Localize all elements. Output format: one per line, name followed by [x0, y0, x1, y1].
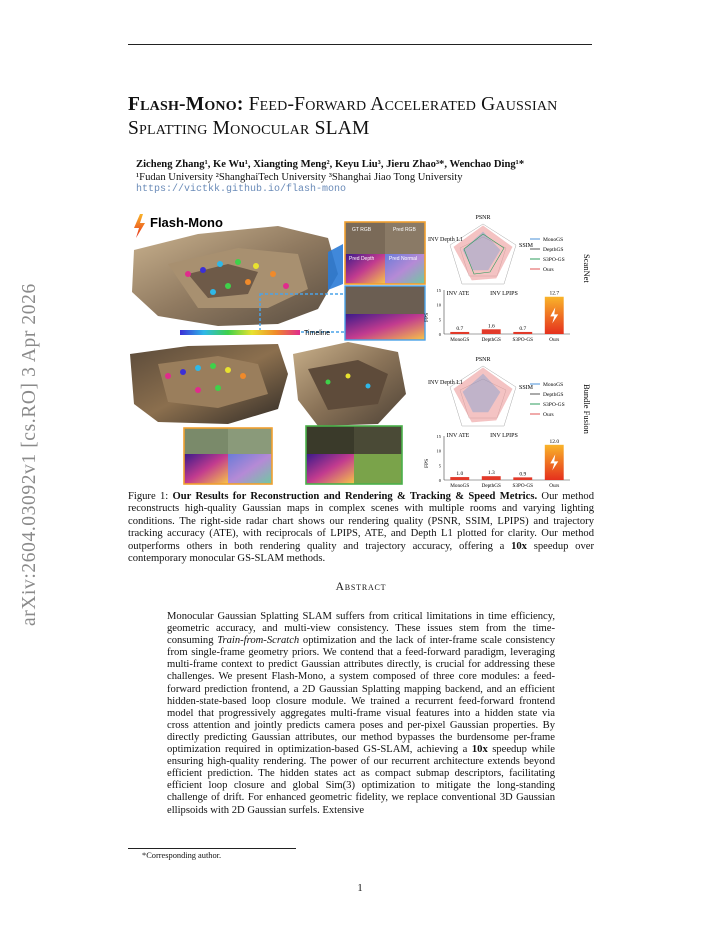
panel-label-pred-depth: Pred Depth	[349, 256, 375, 262]
radar-axis-psnr: PSNR	[475, 215, 491, 221]
fps-bar	[482, 329, 501, 334]
fps-category-label: Ours	[549, 483, 560, 489]
caption-prefix: Figure 1:	[128, 491, 173, 502]
fps-tick-label: 0	[438, 332, 441, 337]
author-names: Zicheng Zhang¹, Ke Wu¹, Xiangting Meng², Keyu Liu³, Jieru Zhao³*, Wenchao Ding¹*	[136, 159, 525, 170]
fps-value-label: 0.9	[519, 471, 527, 478]
caption-body: Our method reconstructs high-quality Gaussian maps in complex scenes with multiple rooms and varying lighting conditions. The right-side radar chart shows our rendering quality (PSNR, SSIM, LPIPS) and trajectory tracking accuracy (ATE), with reciprocals of LPIPS, ATE, and Depth L1 plotted for clarity. Our method outperforms others in both rendering quality and trajectory accuracy, offering a	[128, 491, 594, 552]
fps-bar	[513, 332, 532, 334]
fps-tick-label: 15	[436, 434, 441, 439]
radar-axis-ssim: SSIM	[519, 243, 534, 249]
fps-axis-label: FPS	[424, 458, 430, 468]
figure-1	[128, 204, 598, 490]
reconstruction-scene-bottom-left	[130, 344, 288, 424]
render-panels-bottom	[184, 426, 402, 484]
fps-category-label: S3PO-GS	[512, 483, 533, 489]
brand-name: Flash-Mono	[150, 215, 223, 230]
fps-bar	[450, 477, 469, 480]
abstract-bold: 10x	[471, 744, 488, 756]
reconstruction-scene-bottom-right	[293, 342, 406, 426]
legend-depthgs: DepthGS	[543, 247, 564, 253]
panel-label-gt-rgb: GT RGB	[352, 227, 372, 233]
radar2-axis-ssim: SSIM	[519, 385, 534, 391]
arxiv-identifier: arXiv:2604.03092v1 [cs.RO] 3 Apr 2026	[19, 283, 40, 626]
title-bold-part: Flash-Mono:	[128, 94, 244, 115]
timeline-gradient	[180, 330, 300, 335]
flash-icon	[134, 214, 145, 238]
abstract-part-3: speedup while ensuring high-quality rendering. The power of our recurrent architecture extends beyond efficient prediction. The hidden states act as compact submap descriptors, facilitating efficient loop closure and global Sim(3) optimization to mitigate the long-standing challenge of drift. For enhanced geometric fidelity, we replace conventional 3D Gaussian ellipsoids with 2D Gaussian surfels. Extensive	[167, 744, 555, 816]
fps-tick-label: 5	[438, 317, 441, 323]
figure-caption	[128, 491, 594, 565]
fps-tick-label: 10	[436, 448, 441, 454]
fps-category-label: DepthGS	[481, 337, 501, 343]
caption-bold: Our Results for Reconstruction and Rendering & Tracking & Speed Metrics.	[172, 491, 538, 502]
paper-title	[128, 93, 598, 141]
fps-value-label: 0.7	[519, 325, 527, 332]
radar-axis-inv-depth: INV Depth L1	[428, 237, 463, 243]
author-block	[136, 159, 596, 197]
legend-s3po: S3PO-GS	[543, 257, 565, 263]
radar-axis-inv-ate: INV ATE	[446, 291, 470, 297]
radar2-axis-inv-lpips: INV LPIPS	[490, 433, 518, 439]
fps-value-label: 1.6	[487, 323, 495, 330]
abstract-part-1: Monocular Gaussian Splatting SLAM suffers from critical limitations in time efficiency, geometric accuracy, and multi-view consistency. These issues stem from the time-consuming	[167, 611, 555, 647]
legend-ours: Ours	[543, 267, 554, 273]
radar-chart-scannet	[428, 215, 534, 297]
project-url-link[interactable]: https://victkk.github.io/flash-mono	[136, 184, 347, 195]
fps-axis-label: FPS	[424, 312, 430, 322]
dataset-label-bundlefusion: Bundle Fusion	[582, 384, 592, 434]
caption-tail: speedup over contemporary monocular GS-SLAM methods.	[128, 540, 594, 565]
page-number: 1	[357, 883, 363, 894]
abstract-italic: Train-from-Scratch	[217, 635, 300, 647]
footnote: *Corresponding author.	[142, 851, 222, 860]
legend-monogs: MonoGS	[543, 237, 564, 243]
legend2-s3po: S3PO-GS	[543, 402, 565, 408]
radar-legend-top	[530, 237, 565, 273]
radar2-axis-inv-depth: INV Depth L1	[428, 380, 463, 386]
legend2-monogs: MonoGS	[543, 382, 564, 388]
fps-value-label: 0.7	[456, 325, 464, 332]
fps-value-label: 12.0	[549, 438, 560, 445]
abstract-text	[167, 611, 555, 817]
abstract-part-2: optimization and the lack of inter-frame scale consistency from single-frame geometry priors. We contend that a feed-forward paradigm, leveraging multi-frame context to predict Gaussian attributes directly, is crucial for addressing these challenges. We present Flash-Mono, a system composed of three core modules: a feed-forward prediction frontend, a 2D Gaussian Splatting mapping backend, and an efficient hidden-state-based loop closure module. We trained a recurrent feed-forward frontend model that progressively aggregates multi-frame visual features into a hidden state via cross attention and jointly predicts camera poses and per-pixel Gaussian properties. By directly predicting Gaussian attributes, our method bypasses the burdensome per-frame optimization required in optimization-based GS-SLAM, achieving a	[167, 635, 555, 756]
fps-value-label: 1.0	[456, 471, 464, 478]
timeline-label: Timeline	[304, 330, 331, 337]
radar-axis-inv-lpips: INV LPIPS	[490, 291, 518, 297]
footnote-rule	[128, 848, 296, 849]
fps-value-label: 1.3	[487, 470, 495, 477]
fps-bar	[513, 477, 532, 480]
fps-category-label: MonoGS	[450, 337, 470, 343]
fps-tick-label: 0	[438, 478, 441, 483]
radar2-axis-psnr: PSNR	[475, 357, 491, 363]
legend2-ours: Ours	[543, 412, 554, 418]
legend2-depthgs: DepthGS	[543, 392, 564, 398]
fps-category-label: MonoGS	[450, 483, 470, 489]
caption-bold-speedup: 10x	[511, 540, 527, 552]
radar-chart-bundlefusion	[428, 357, 534, 439]
fps-bar	[482, 476, 501, 480]
radar-legend-bottom	[530, 382, 565, 418]
panel-label-pred-rgb: Pred RGB	[393, 227, 416, 233]
fps-bar-chart-bundlefusion	[424, 434, 570, 489]
fps-bar	[450, 332, 469, 334]
fps-value-label: 12.7	[549, 290, 560, 297]
author-affiliations: ¹Fudan University ²ShanghaiTech University ³Shanghai Jiao Tong University	[136, 171, 463, 183]
top-rule	[128, 44, 592, 45]
fps-tick-label: 5	[438, 463, 441, 469]
panel-label-pred-normal: Pred Normal	[389, 256, 418, 262]
fps-category-label: DepthGS	[481, 483, 501, 489]
fps-tick-label: 15	[436, 288, 441, 293]
reconstruction-scene-top	[132, 226, 343, 326]
title-rest: Feed-Forward Accelerated Gaussian Splatting Monocular SLAM	[128, 94, 558, 139]
abstract-heading: Abstract	[335, 581, 387, 593]
brand-logo	[134, 214, 145, 238]
radar2-axis-inv-ate: INV ATE	[446, 433, 470, 439]
fps-tick-label: 10	[436, 302, 441, 308]
fps-category-label: S3PO-GS	[512, 337, 533, 343]
fps-category-label: Ours	[549, 337, 560, 343]
render-panels-top	[345, 222, 425, 340]
dataset-label-scannet: ScanNet	[582, 254, 592, 283]
